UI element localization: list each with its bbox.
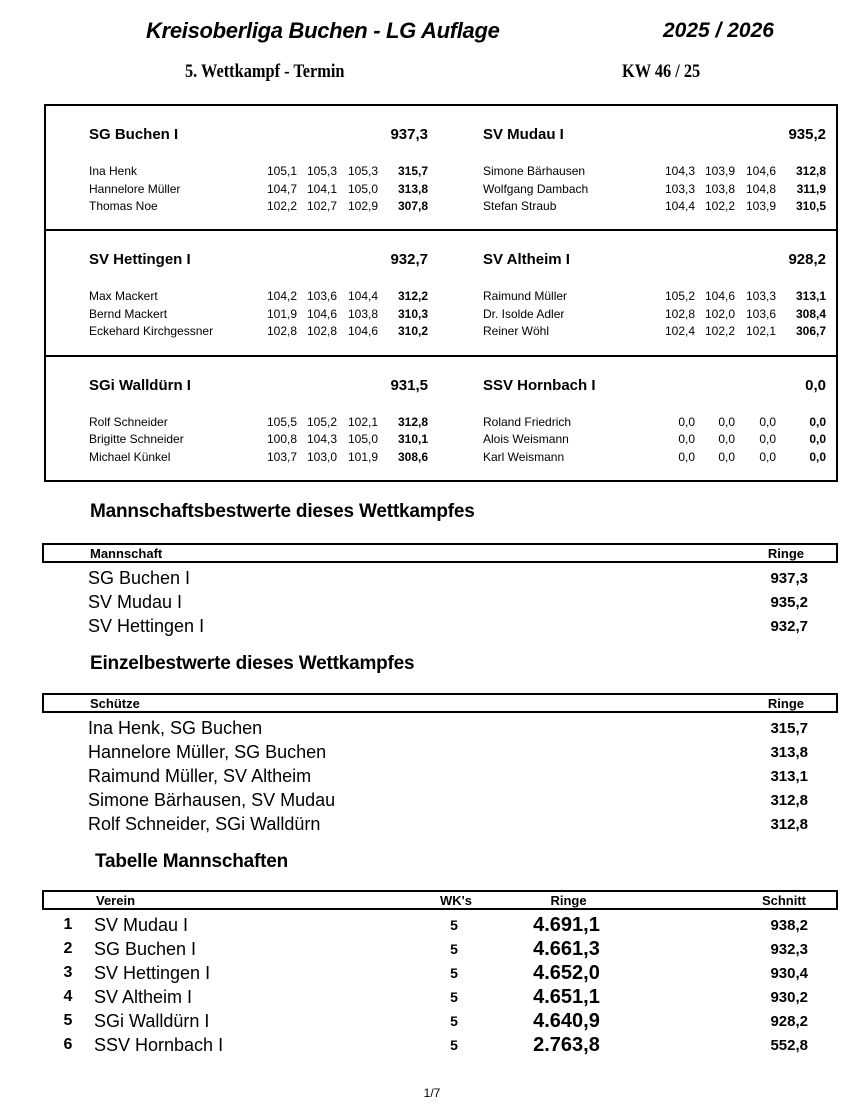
team-header (89, 126, 428, 143)
individual-best-table-body (42, 713, 838, 836)
shooter-row (89, 323, 428, 341)
team-total: 932,7 (390, 251, 428, 269)
average-value: 932,3 (770, 940, 808, 958)
shooter-name: Wolfgang Dambach (483, 181, 589, 196)
series-1: 102,4 (664, 324, 695, 339)
shooter-name: Max Mackert (89, 289, 158, 304)
shooter-row (483, 323, 826, 341)
series-2: 104,1 (306, 181, 337, 196)
standings-heading: Tabelle Mannschaften (95, 851, 289, 872)
shooter-name: Raimund Müller (483, 289, 568, 304)
series-1: 104,4 (664, 199, 695, 213)
team-name: SV Mudau I (88, 591, 183, 612)
standings-table (42, 890, 838, 1057)
shooter-row (89, 163, 428, 181)
column-header-schnitt: Schnitt (761, 892, 806, 908)
team-name: SV Altheim I (483, 251, 570, 269)
series-2: 104,3 (306, 432, 337, 447)
shooter-name: Dr. Isolde Adler (483, 306, 565, 321)
team-header (89, 251, 428, 268)
club-name: SV Altheim I (94, 986, 193, 1007)
team-results-row-3 (46, 357, 836, 480)
team-block-sgi-wallduern (46, 357, 441, 480)
series-2: 0,0 (718, 432, 735, 447)
column-header-ringe: Ringe (767, 695, 804, 711)
club-name: SG Buchen I (94, 938, 197, 959)
series-3: 102,9 (347, 199, 378, 213)
table-row (42, 590, 838, 614)
shooter-row (483, 163, 826, 181)
series-1: 104,7 (266, 181, 297, 196)
shooter-row (89, 288, 428, 306)
page-number: 1/7 (423, 1086, 441, 1100)
shooter-row (89, 449, 428, 467)
team-name: SSV Hornbach I (483, 376, 596, 394)
standings-row (42, 1033, 838, 1057)
shooter-total: 310,5 (795, 199, 826, 213)
standings-row (42, 961, 838, 985)
average-value: 930,4 (770, 964, 808, 982)
series-2: 102,2 (704, 324, 735, 339)
series-1: 103,7 (266, 449, 297, 464)
rings-value: 313,8 (770, 743, 808, 761)
table-row (42, 764, 838, 788)
rings-value: 315,7 (770, 719, 808, 737)
rings-value: 4.652,0 (533, 961, 600, 984)
team-best-table (42, 543, 838, 638)
series-3: 103,3 (745, 289, 776, 304)
column-header-ringe: Ringe (767, 545, 804, 561)
series-2: 103,6 (306, 289, 337, 304)
series-3: 105,3 (347, 164, 378, 178)
rank: 3 (63, 964, 73, 981)
club-name: SSV Hornbach I (94, 1034, 224, 1055)
series-2: 105,3 (306, 164, 337, 178)
average-value: 938,2 (770, 916, 808, 934)
team-name: SV Mudau I (483, 126, 564, 143)
shooter-name: Simone Bärhausen (483, 164, 586, 178)
series-1: 105,1 (266, 164, 297, 178)
team-block-sg-buchen (46, 106, 441, 229)
shooter-total: 313,8 (397, 181, 428, 196)
shooter-total: 307,8 (397, 199, 428, 213)
shooter-name: Brigitte Schneider (89, 432, 184, 447)
team-best-heading: Mannschaftsbestwerte dieses Wettkampfes (90, 501, 475, 522)
team-name: SG Buchen I (89, 126, 179, 143)
series-1: 104,2 (266, 289, 297, 304)
individual-best-table (42, 693, 838, 836)
shooter-total: 310,2 (397, 324, 428, 339)
series-1: 105,5 (266, 414, 297, 429)
wks-value: 5 (450, 965, 458, 981)
shooter-total: 315,7 (397, 164, 428, 178)
series-2: 102,0 (704, 306, 735, 321)
shooter-total: 312,8 (397, 414, 428, 429)
shooter-total: 0,0 (809, 449, 826, 464)
shooter-total: 310,1 (397, 432, 428, 447)
series-3: 0,0 (759, 414, 776, 429)
rings-value: 4.661,3 (533, 937, 600, 960)
shooter-total: 308,4 (795, 306, 826, 321)
table-row (42, 716, 838, 740)
series-2: 103,9 (704, 164, 735, 178)
series-1: 105,2 (664, 289, 695, 304)
shooter-total: 312,2 (397, 289, 428, 304)
rings-value: 935,2 (770, 593, 808, 611)
team-total: 937,3 (390, 126, 428, 143)
club-name: SV Hettingen I (94, 962, 211, 983)
series-1: 103,3 (664, 181, 695, 196)
shooter-name: Rolf Schneider (89, 414, 168, 429)
series-3: 103,6 (745, 306, 776, 321)
series-2: 103,0 (306, 449, 337, 464)
series-1: 0,0 (678, 432, 695, 447)
shooter-total: 313,1 (795, 289, 826, 304)
rings-value: 4.640,9 (533, 1009, 600, 1032)
individual-best-table-header (42, 693, 838, 713)
team-total: 931,5 (390, 376, 428, 394)
rank: 2 (63, 940, 73, 957)
team-header (483, 126, 826, 143)
shooter-name: Alois Weismann (483, 432, 569, 447)
rings-value: 4.691,1 (533, 913, 600, 936)
series-1: 0,0 (678, 414, 695, 429)
standings-row (42, 937, 838, 961)
team-name: SV Hettingen I (89, 251, 191, 269)
individual-best-heading: Einzelbestwerte dieses Wettkampfes (90, 653, 415, 674)
team-total: 935,2 (788, 126, 826, 143)
shooter-name: Ina Henk, SG Buchen (88, 717, 263, 738)
shooter-name: Hannelore Müller, SG Buchen (88, 741, 327, 762)
shooter-name: Bernd Mackert (89, 306, 168, 321)
rings-value: 312,8 (770, 815, 808, 833)
rank: 6 (63, 1036, 73, 1053)
standings-row (42, 1009, 838, 1033)
series-1: 104,3 (664, 164, 695, 178)
rings-value: 2.763,8 (533, 1033, 600, 1056)
series-2: 105,2 (306, 414, 337, 429)
column-header-ringe: Ringe (550, 892, 587, 908)
shooter-name: Hannelore Müller (89, 181, 181, 196)
competition-subtitle: 5. Wettkampf - Termin (185, 61, 345, 82)
shooter-name: Reiner Wöhl (483, 324, 550, 339)
series-1: 100,8 (266, 432, 297, 447)
series-2: 0,0 (718, 414, 735, 429)
average-value: 928,2 (770, 1012, 808, 1030)
shooter-name: Michael Künkel (89, 449, 171, 464)
table-row (42, 614, 838, 638)
shooter-name: Raimund Müller, SV Altheim (88, 765, 312, 786)
rings-value: 4.651,1 (533, 985, 600, 1008)
wks-value: 5 (450, 1013, 458, 1029)
team-block-sv-altheim (441, 231, 836, 354)
club-name: SV Mudau I (94, 914, 189, 935)
series-2: 0,0 (718, 449, 735, 464)
team-name: SV Hettingen I (88, 615, 205, 636)
team-total: 928,2 (788, 251, 826, 269)
table-row (42, 740, 838, 764)
team-results-row-2 (46, 231, 836, 356)
series-3: 104,6 (745, 164, 776, 178)
series-3: 101,9 (347, 449, 378, 464)
shooter-row (483, 288, 826, 306)
rank: 1 (63, 916, 73, 933)
rank: 5 (63, 1012, 73, 1029)
shooter-row (89, 181, 428, 199)
series-3: 103,8 (347, 306, 378, 321)
series-3: 103,9 (745, 199, 776, 213)
club-name: SGi Walldürn I (94, 1010, 210, 1031)
team-header (483, 251, 826, 268)
column-header-verein: Verein (96, 892, 136, 908)
wks-value: 5 (450, 941, 458, 957)
team-header (483, 377, 826, 394)
table-row (42, 812, 838, 836)
table-row (42, 788, 838, 812)
season-label: 2025 / 2026 (663, 19, 774, 42)
series-3: 104,4 (347, 289, 378, 304)
shooter-row (483, 449, 826, 467)
standings-table-header (42, 890, 838, 910)
series-2: 102,2 (704, 199, 735, 213)
standings-table-body (42, 910, 838, 1057)
rings-value: 932,7 (770, 617, 808, 635)
calendar-week-label: KW 46 / 25 (622, 61, 701, 82)
shooter-total: 306,7 (795, 324, 826, 339)
shooter-total: 0,0 (809, 432, 826, 447)
table-row (42, 566, 838, 590)
standings-row (42, 985, 838, 1009)
series-2: 104,6 (306, 306, 337, 321)
series-1: 101,9 (266, 306, 297, 321)
column-header-schuetze: Schütze (90, 695, 140, 711)
shooter-total: 308,6 (397, 449, 428, 464)
shooter-total: 311,9 (796, 181, 826, 196)
series-3: 102,1 (347, 414, 378, 429)
series-2: 102,8 (306, 324, 337, 339)
series-3: 0,0 (759, 449, 776, 464)
series-2: 102,7 (306, 199, 337, 213)
shooter-name: Karl Weismann (483, 449, 565, 464)
series-3: 105,0 (347, 432, 378, 447)
shooter-row (483, 431, 826, 449)
shooter-name: Rolf Schneider, SGi Walldürn (88, 813, 321, 834)
column-header-mannschaft: Mannschaft (90, 545, 163, 561)
rings-value: 937,3 (770, 569, 808, 587)
series-2: 104,6 (704, 289, 735, 304)
shooter-total: 0,0 (809, 414, 826, 429)
rank: 4 (63, 988, 73, 1005)
shooter-row (483, 306, 826, 324)
team-block-sv-mudau (441, 106, 836, 229)
team-best-table-body (42, 563, 838, 638)
rings-value: 313,1 (770, 767, 808, 785)
shooter-total: 312,8 (795, 164, 826, 178)
series-2: 103,8 (704, 181, 735, 196)
series-1: 102,2 (266, 199, 297, 213)
team-results-box (44, 104, 838, 482)
wks-value: 5 (450, 1037, 458, 1053)
team-total: 0,0 (805, 376, 826, 394)
shooter-name: Ina Henk (89, 164, 138, 178)
team-results-row-1 (46, 106, 836, 231)
shooter-row (89, 306, 428, 324)
shooter-row (89, 414, 428, 432)
series-1: 102,8 (266, 324, 297, 339)
wks-value: 5 (450, 989, 458, 1005)
shooter-name: Roland Friedrich (483, 414, 572, 429)
team-name: SG Buchen I (88, 567, 191, 588)
shooter-row (483, 198, 826, 216)
team-name: SGi Walldürn I (89, 376, 191, 394)
shooter-row (89, 198, 428, 216)
rings-value: 312,8 (770, 791, 808, 809)
shooter-row (483, 181, 826, 199)
series-3: 105,0 (347, 181, 378, 196)
shooter-name: Eckehard Kirchgessner (89, 324, 214, 339)
series-1: 102,8 (664, 306, 695, 321)
average-value: 930,2 (770, 988, 808, 1006)
shooter-name: Stefan Straub (483, 199, 557, 213)
shooter-row (89, 431, 428, 449)
wks-value: 5 (450, 917, 458, 933)
series-3: 104,6 (347, 324, 378, 339)
series-3: 0,0 (759, 432, 776, 447)
shooter-total: 310,3 (397, 306, 428, 321)
team-best-table-header (42, 543, 838, 563)
page-title: Kreisoberliga Buchen - LG Auflage (146, 18, 500, 43)
series-1: 0,0 (678, 449, 695, 464)
team-header (89, 377, 428, 394)
shooter-row (483, 414, 826, 432)
shooter-name: Simone Bärhausen, SV Mudau (88, 789, 336, 810)
standings-row (42, 913, 838, 937)
series-3: 102,1 (745, 324, 776, 339)
series-3: 104,8 (745, 181, 776, 196)
shooter-name: Thomas Noe (89, 199, 158, 213)
team-block-sv-hettingen (46, 231, 441, 354)
team-block-ssv-hornbach (441, 357, 836, 480)
column-header-wks: WK's (440, 892, 472, 908)
average-value: 552,8 (770, 1036, 808, 1054)
